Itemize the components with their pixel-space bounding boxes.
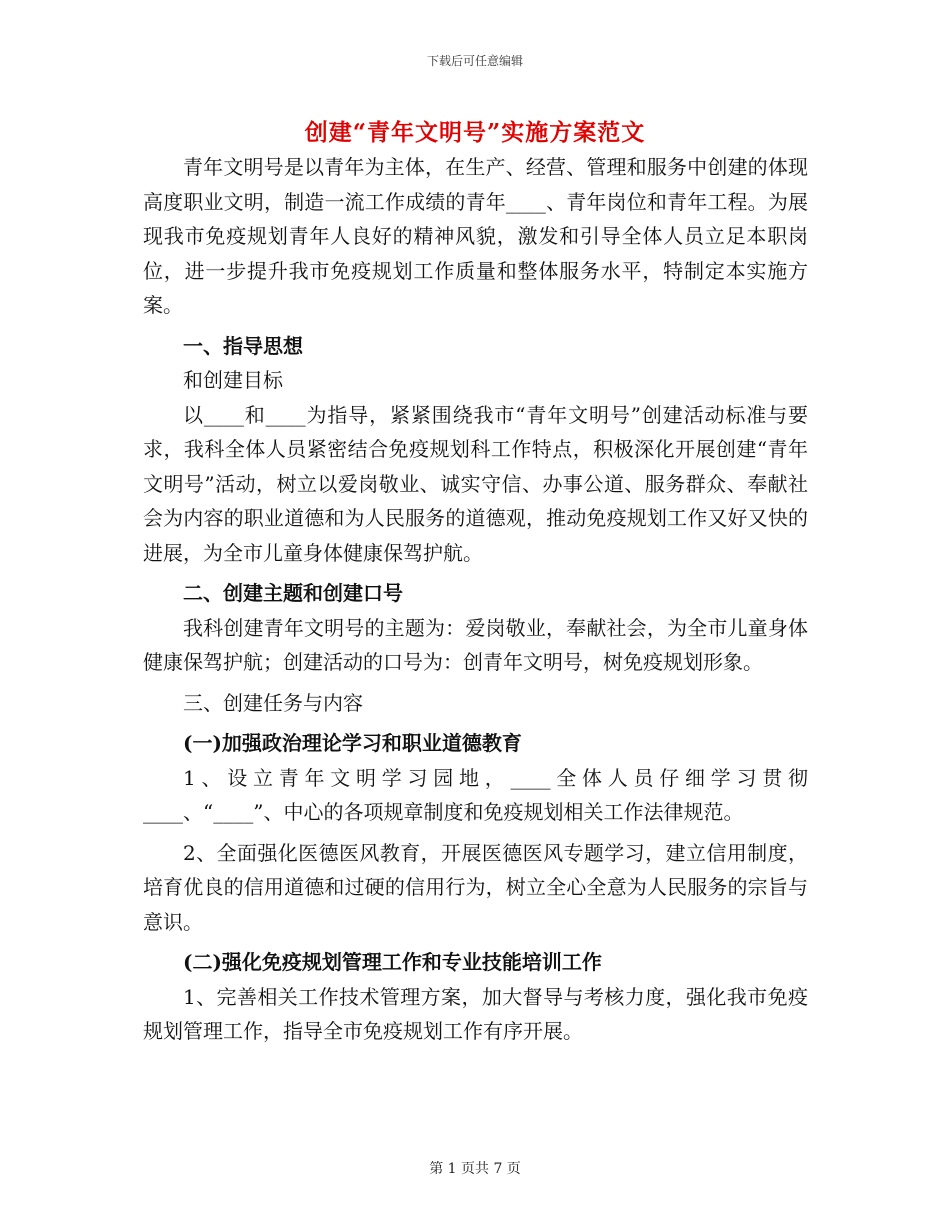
section-heading-3: 三、创建任务与内容	[183, 690, 363, 715]
paragraph-item-1: 1、设立青年文明学习园地，____全体人员仔细学习贯彻____、“____”、中心的各项规章制度和免疫规划相关工作法律规范。	[143, 765, 808, 824]
section-heading-1: 一、指导思想	[183, 333, 303, 358]
page-number: 第 1 页共 7 页	[429, 1161, 521, 1177]
paragraph-guidance: 以____和____为指导，紧紧围绕我市“青年文明号”创建活动标准与要求，我科全体人员紧密结合免疫规划科工作特点，积极深化开展创建“青年文明号”活动，树立以爱岗敬业、诚实守信、办事公道、服务群众、奉献社会为内容的职业道德和为人民服务的道德观，推动免疫规划工作又好又快的进展，为全市儿童身体健康保驾护航。	[143, 402, 808, 565]
document-title: 创建“青年文明号”实施方案范文	[304, 119, 646, 146]
header-note: 下载后可任意编辑	[426, 54, 523, 68]
paragraph-item-3: 1、完善相关工作技术管理方案，加大督导与考核力度，强化我市免疫规划管理工作，指导全市免疫规划工作有序开展。	[143, 984, 808, 1043]
subsection-heading-2: (二)强化免疫规划管理工作和专业技能培训工作	[183, 950, 602, 974]
section-heading-2: 二、创建主题和创建口号	[183, 581, 403, 605]
paragraph-theme: 我科创建青年文明号的主题为：爱岗敬业，奉献社会，为全市儿童身体健康保驾护航；创建活动的口号为：创青年文明号，树免疫规划形象。	[143, 615, 808, 674]
paragraph-intro: 青年文明号是以青年为主体，在生产、经营、管理和服务中创建的体现高度职业文明，制造一流工作成绩的青年____、青年岗位和青年工程。为展现我市免疫规划青年人良好的精神风貌，激发和引导全体人员立足本职岗位，进一步提升我市免疫规划工作质量和整体服务水平，特制定本实施方案。	[143, 155, 808, 317]
document-body	[143, 150, 808, 1049]
paragraph-item-2: 2、全面强化医德医风教育，开展医德医风专题学习，建立信用制度，培育优良的信用道德和过硬的信用行为，树立全心全意为人民服务的宗旨与意识。	[143, 840, 808, 934]
paragraph-subheading: 和创建目标	[183, 368, 283, 392]
subsection-heading-1: (一)加强政治理论学习和职业道德教育	[183, 731, 522, 755]
